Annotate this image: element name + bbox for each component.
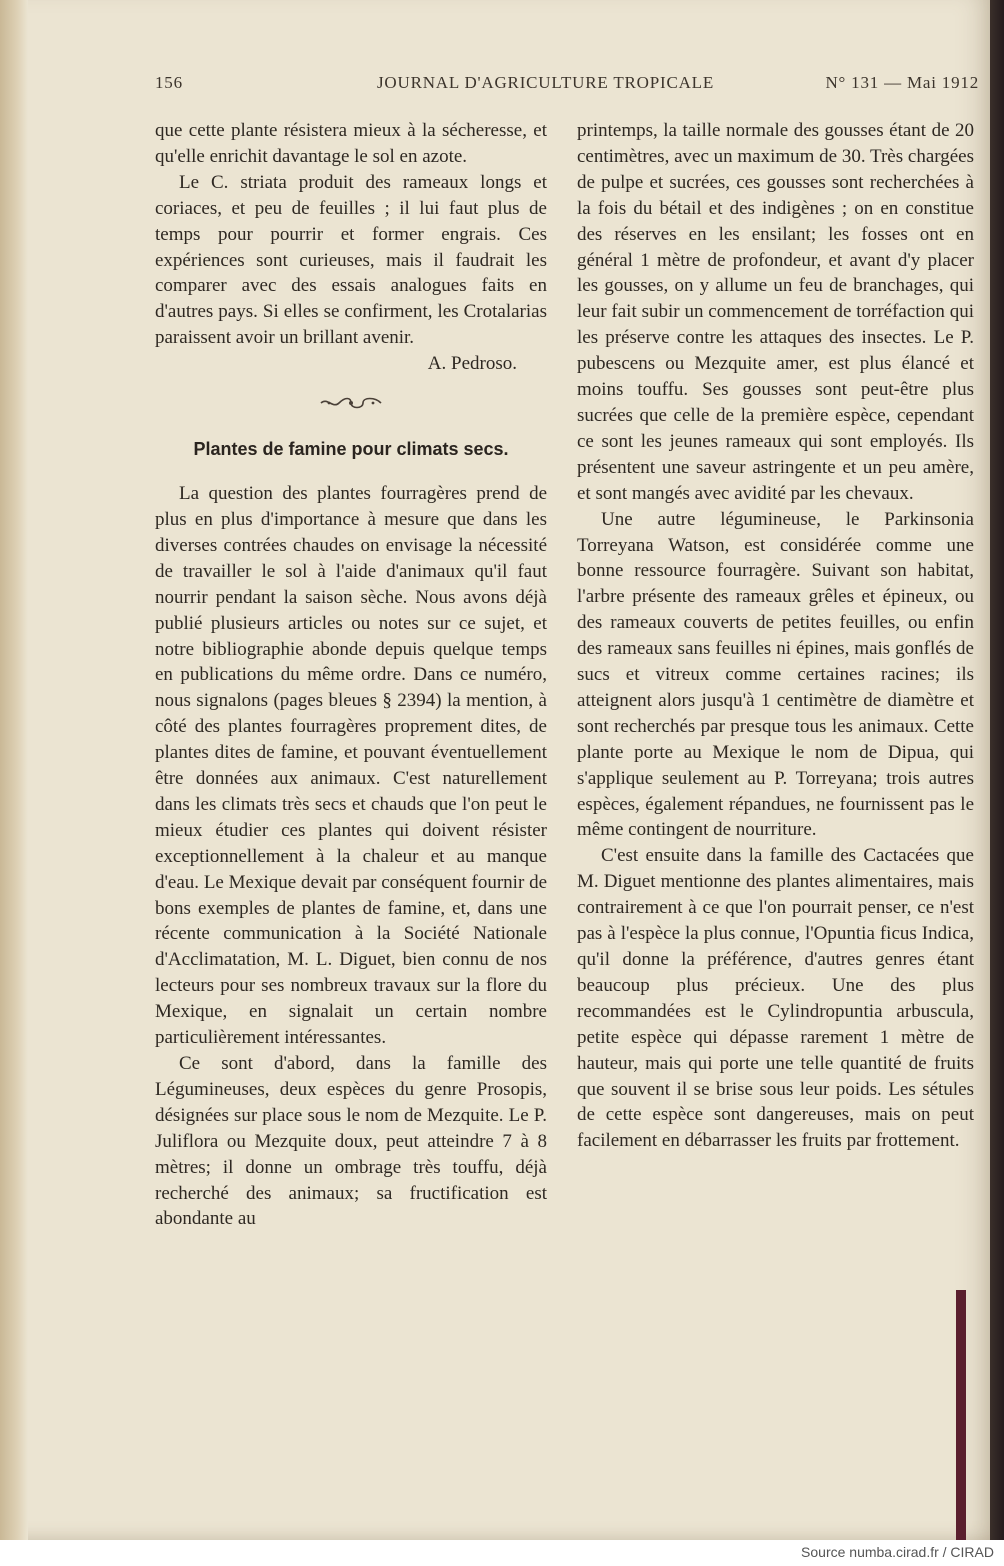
ornament-icon: [319, 396, 383, 410]
running-head: [155, 73, 979, 95]
binding-gutter: [0, 0, 28, 1540]
ornament-divider: [155, 377, 547, 429]
paragraph: Une autre légumineuse, le Parkinsonia Torreyana Watson, est considérée comme une bonne ressource fourragère. Suivant son habitat, l'arbre présente des rameaux grêles et épineux, ou des rameaux couverts de petites feuilles, ou enfin des rameaux sans feuilles ni épines, mais gonflés de sucs et vitreux comme certaines racines; ils atteignent alors jusqu'à 1 centimètre de diamètre et sont recherchés par presque tous les animaux. Cette plante porte au Mexique le nom de Dipua, qui s'applique seulement au P. Torreyana; trois autres espèces, également répandues, ne fournissent pas le même contingent de nourriture.: [577, 508, 974, 841]
source-credit: Source numba.cirad.fr / CIRAD: [801, 1544, 994, 1560]
paragraph: C'est ensuite dans la famille des Cactacées que M. Diguet mentionne des plantes alimentaires, mais contrairement à ce que l'on pourrait penser, ce n'est pas à l'espèce la plus connue, l'Opuntia ficus Indica, qu'il donne la préférence, d'autres genres étant beaucoup plus précieux. Une des plus recommandées est le Cylindropuntia arbuscula, petite espèce qui dépasse rarement 1 mètre de hauteur, mais qui porte une telle quantité de fruits que souvent il se brise sous leur poids. Les sétules de cette espèce sont dangereuses, mais on peut facilement en débarrasser les fruits par frottement.: [577, 845, 974, 1152]
paragraph: printemps, la taille normale des gousses étant de 20 centimètres, avec un maximum de 30. Très chargées de pulpe et sucrées, ces gousses sont recherchées à la fois du bétail et des indigènes ; on en constitue des réserves en les ensilant; les fosses ont en général 1 mètre de profondeur, et avant d'y placer les gousses, on y allume un feu de branchages, qui leur fait subir un commencement de torréfaction qui les préserve contre les attaques des insectes. Le P. pubescens ou Mezquite amer, est plus élancé et moins touffu. Ses gousses sont peut-être plus sucrées que celle de la première espèce, cependant ce sont les jeunes rameaux qui sont employés. Ils présentent une saveur astringente et un peu amère, et sont mangés avec avidité par les chevaux.: [577, 120, 974, 504]
author-signature: A. Pedroso.: [427, 353, 517, 375]
left-column: [155, 118, 547, 1232]
paragraph: La question des plantes fourragères prend de plus en plus d'importance à mesure que dans les diverses contrées chaudes on envisage la nécessité de travailler le sol à l'aide d'animaux qu'il faut nourrir pendant la saison sèche. Nous avons déjà publié plusieurs articles ou notes sur ce sujet, et notre bibliographie abonde depuis quelque temps en publications du même ordre. Dans ce numéro, nous signalons (pages bleues § 2394) la mention, à côté des plantes fourragères proprement dites, de plantes dites de famine, et pouvant éventuellement être données aux animaux. C'est naturellement dans les climats très secs et chauds que l'on peut le mieux étudier ces plantes qui doivent résister exceptionnellement à la chaleur et au manque d'eau. Le Mexique devait par conséquent fournir de bons exemples de plantes de famine, et, dans une récente communication à la Société Nationale d'Acclimatation, M. L. Diguet, bien connu de nos lecteurs pour ses nombreux travaux sur la flore du Mexique, en signalait un certain nombre particulièrement intéressantes.: [155, 483, 547, 1049]
book-edge-marker: [956, 1290, 966, 1540]
issue-number: N° 131 — Mai 1912: [825, 73, 979, 92]
paragraph: que cette plante résistera mieux à la sécheresse, et qu'elle enrichit davantage le sol en azote.: [155, 120, 547, 167]
paragraph: Ce sont d'abord, dans la famille des Légumineuses, deux espèces du genre Prosopis, désignées sur place sous le nom de Mezquite. Le P. Juliflora ou Mezquite doux, peut atteindre 7 à 8 mètres; il donne un ombrage très touffu, déjà recherché des animaux; sa fructification est abondante au: [155, 1053, 547, 1230]
book-edge: [990, 0, 1004, 1540]
right-column: [577, 118, 974, 1154]
section-title: Plantes de famine pour climats secs.: [193, 439, 509, 460]
page-number: 156: [155, 73, 183, 92]
journal-title: JOURNAL D'AGRICULTURE TROPICALE: [377, 73, 715, 92]
paragraph: Le C. striata produit des rameaux longs et coriaces, et peu de feuilles ; il lui faut plus de temps pour pourrir et former engrais. Ces expériences sont curieuses, mais il faudrait les comparer avec des essais analogues faits en d'autres pays. Si elles se confirment, les Crotalarias paraissent avoir un brillant avenir.: [155, 171, 547, 349]
